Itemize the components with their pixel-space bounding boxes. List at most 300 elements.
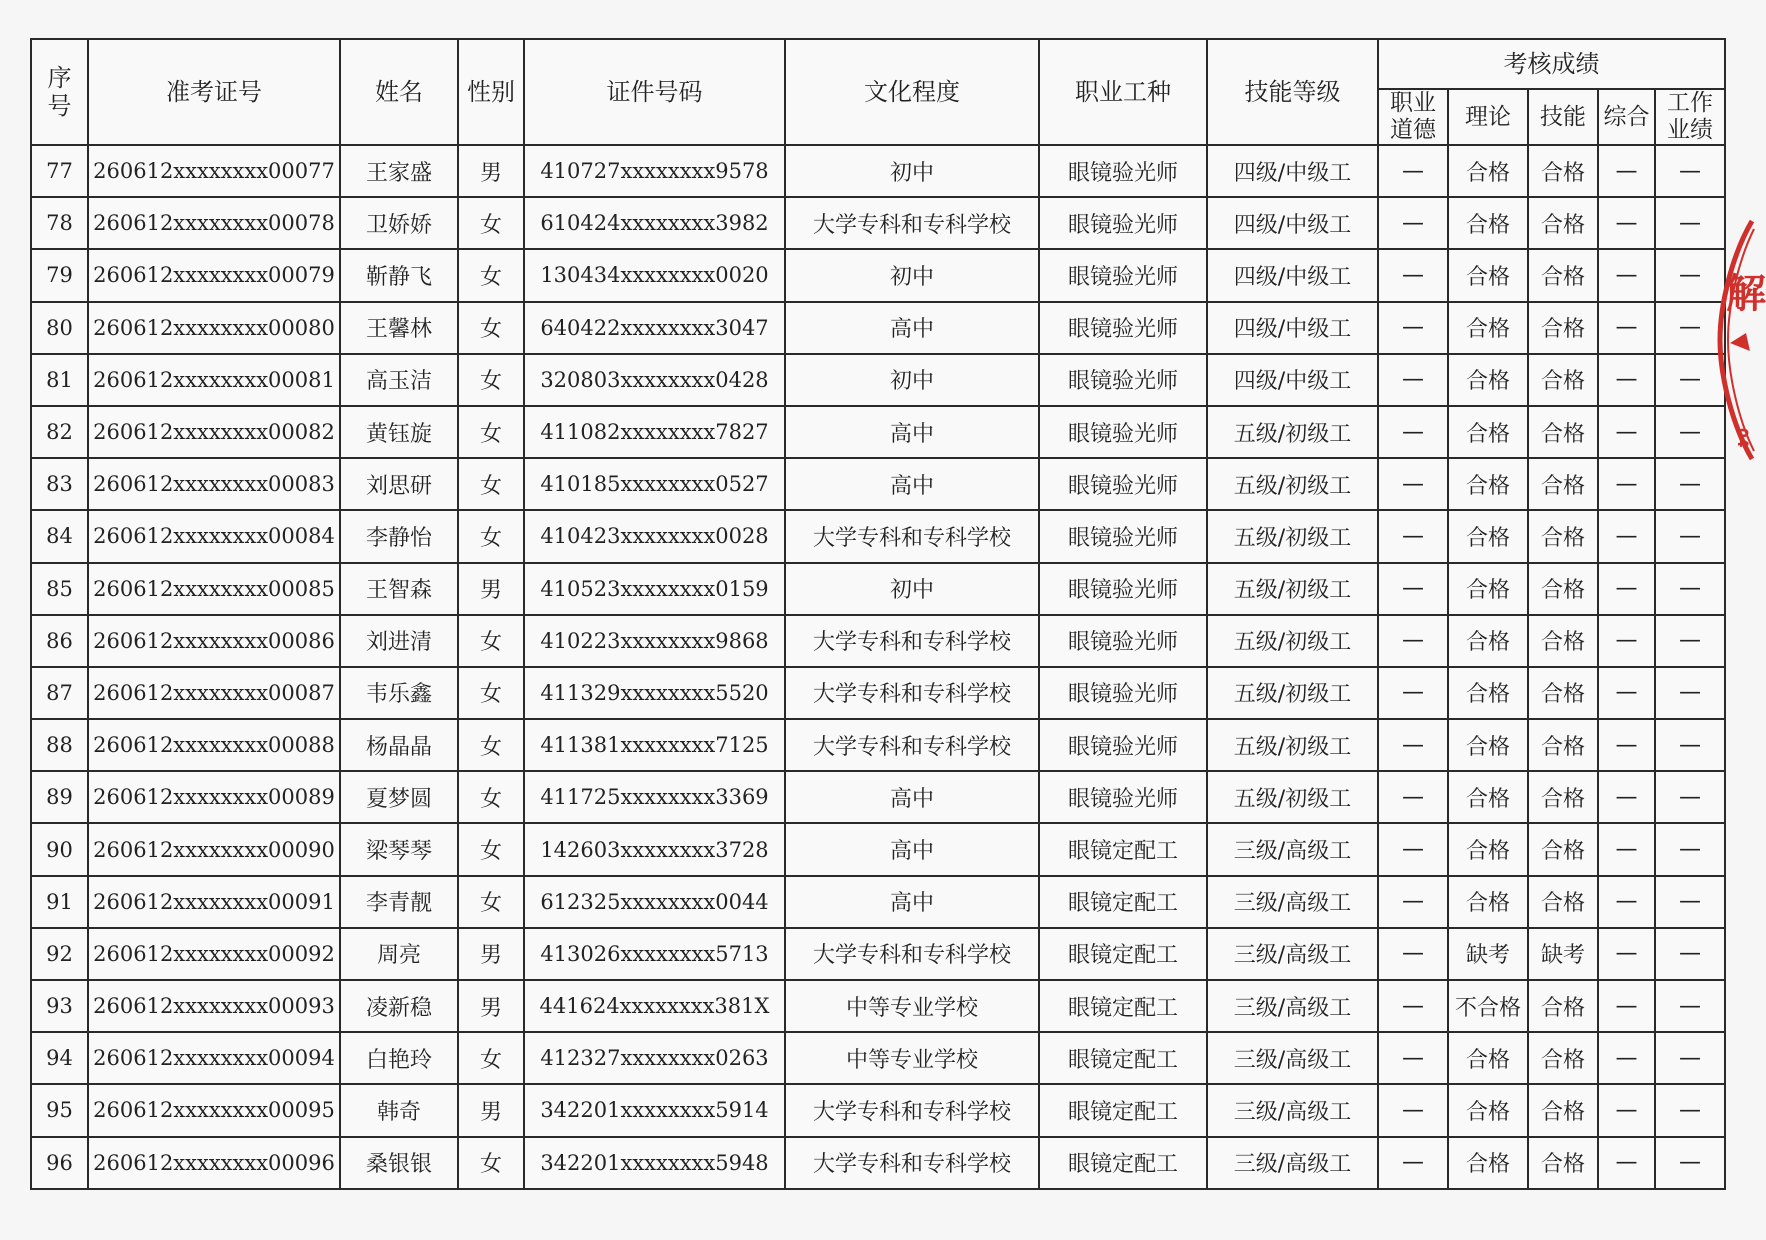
cell-seq: 94 [31,1032,88,1084]
cell-ethics: — [1378,615,1448,667]
cell-performance: — [1655,145,1725,197]
cell-seq: 85 [31,563,88,615]
cell-ethics: — [1378,1137,1448,1189]
cell-name: 白艳玲 [340,1032,458,1084]
header-performance [1655,89,1725,145]
cell-id-no: 410523xxxxxxxx0159 [524,563,785,615]
cell-performance: — [1655,771,1725,823]
cell-theory: 合格 [1448,823,1528,875]
cell-comprehensive: — [1598,615,1655,667]
cell-name: 黄钰旋 [340,406,458,458]
cell-performance: — [1655,667,1725,719]
cell-seq: 92 [31,928,88,980]
cell-seq: 87 [31,667,88,719]
cell-occupation: 眼镜验光师 [1039,354,1207,406]
cell-id-no: 411082xxxxxxxx7827 [524,406,785,458]
cell-seq: 89 [31,771,88,823]
header-seq-line2: 号 [47,92,72,120]
cell-name: 刘思研 [340,458,458,510]
cell-education: 高中 [785,876,1039,928]
cell-performance: — [1655,1032,1725,1084]
cell-exam-no: 260612xxxxxxxx00096 [88,1137,340,1189]
cell-education: 大学专科和专科学校 [785,928,1039,980]
cell-skill-level: 四级/中级工 [1207,249,1378,301]
cell-id-no: 441624xxxxxxxx381X [524,980,785,1032]
cell-id-no: 410727xxxxxxxx9578 [524,145,785,197]
cell-theory: 合格 [1448,1032,1528,1084]
cell-performance: — [1655,615,1725,667]
cell-performance: — [1655,197,1725,249]
cell-theory: 合格 [1448,1137,1528,1189]
cell-id-no: 411381xxxxxxxx7125 [524,719,785,771]
cell-education: 中等专业学校 [785,1032,1039,1084]
table-row [31,1137,1725,1189]
cell-exam-no: 260612xxxxxxxx00092 [88,928,340,980]
table-row [31,406,1725,458]
cell-comprehensive: — [1598,823,1655,875]
header-gender: 性别 [458,39,524,145]
cell-education: 高中 [785,458,1039,510]
cell-performance: — [1655,823,1725,875]
cell-id-no: 411725xxxxxxxx3369 [524,771,785,823]
header-skill-level: 技能等级 [1207,39,1378,145]
cell-comprehensive: — [1598,1137,1655,1189]
cell-id-no: 610424xxxxxxxx3982 [524,197,785,249]
cell-skill: 合格 [1528,145,1598,197]
cell-performance: — [1655,354,1725,406]
cell-skill: 合格 [1528,876,1598,928]
header-id-no: 证件号码 [524,39,785,145]
header-assessment: 考核成绩 [1378,39,1725,89]
cell-ethics: — [1378,145,1448,197]
cell-ethics: — [1378,719,1448,771]
cell-exam-no: 260612xxxxxxxx00089 [88,771,340,823]
cell-performance: — [1655,563,1725,615]
cell-comprehensive: — [1598,458,1655,510]
cell-ethics: — [1378,458,1448,510]
header-education: 文化程度 [785,39,1039,145]
cell-occupation: 眼镜定配工 [1039,928,1207,980]
cell-performance: — [1655,928,1725,980]
cell-exam-no: 260612xxxxxxxx00086 [88,615,340,667]
cell-id-no: 410185xxxxxxxx0527 [524,458,785,510]
cell-occupation: 眼镜定配工 [1039,823,1207,875]
cell-skill-level: 三级/高级工 [1207,928,1378,980]
cell-exam-no: 260612xxxxxxxx00093 [88,980,340,1032]
assessment-results-table [30,38,1726,1190]
cell-name: 高玉洁 [340,354,458,406]
cell-skill-level: 三级/高级工 [1207,1032,1378,1084]
cell-name: 梁琴琴 [340,823,458,875]
header-ethics [1378,89,1448,145]
cell-exam-no: 260612xxxxxxxx00087 [88,667,340,719]
cell-theory: 合格 [1448,876,1528,928]
cell-id-no: 342201xxxxxxxx5914 [524,1084,785,1136]
cell-ethics: — [1378,876,1448,928]
cell-skill: 合格 [1528,249,1598,301]
table-row [31,771,1725,823]
cell-id-no: 342201xxxxxxxx5948 [524,1137,785,1189]
header-seq [31,39,88,145]
cell-exam-no: 260612xxxxxxxx00090 [88,823,340,875]
cell-skill: 合格 [1528,1032,1598,1084]
cell-occupation: 眼镜定配工 [1039,876,1207,928]
cell-ethics: — [1378,667,1448,719]
cell-skill-level: 四级/中级工 [1207,354,1378,406]
cell-theory: 合格 [1448,771,1528,823]
cell-skill-level: 五级/初级工 [1207,719,1378,771]
cell-gender: 男 [458,145,524,197]
cell-occupation: 眼镜定配工 [1039,1137,1207,1189]
cell-id-no: 142603xxxxxxxx3728 [524,823,785,875]
cell-ethics: — [1378,1084,1448,1136]
cell-name: 靳静飞 [340,249,458,301]
cell-performance: — [1655,302,1725,354]
table-row [31,1032,1725,1084]
cell-comprehensive: — [1598,249,1655,301]
header-performance-line2: 业绩 [1667,117,1714,143]
table-row [31,249,1725,301]
cell-exam-no: 260612xxxxxxxx00085 [88,563,340,615]
cell-name: 王家盛 [340,145,458,197]
cell-ethics: — [1378,928,1448,980]
cell-theory: 合格 [1448,145,1528,197]
cell-occupation: 眼镜定配工 [1039,980,1207,1032]
cell-education: 大学专科和专科学校 [785,197,1039,249]
cell-gender: 女 [458,1137,524,1189]
header-exam-no: 准考证号 [88,39,340,145]
cell-seq: 88 [31,719,88,771]
cell-comprehensive: — [1598,197,1655,249]
cell-theory: 合格 [1448,667,1528,719]
cell-theory: 合格 [1448,354,1528,406]
cell-id-no: 640422xxxxxxxx3047 [524,302,785,354]
table-row [31,667,1725,719]
cell-comprehensive: — [1598,928,1655,980]
cell-name: 李静怡 [340,510,458,562]
cell-skill-level: 三级/高级工 [1207,980,1378,1032]
cell-performance: — [1655,876,1725,928]
cell-performance: — [1655,458,1725,510]
cell-exam-no: 260612xxxxxxxx00091 [88,876,340,928]
cell-theory: 合格 [1448,197,1528,249]
cell-exam-no: 260612xxxxxxxx00081 [88,354,340,406]
cell-education: 大学专科和专科学校 [785,667,1039,719]
cell-ethics: — [1378,510,1448,562]
cell-seq: 77 [31,145,88,197]
cell-id-no: 612325xxxxxxxx0044 [524,876,785,928]
cell-seq: 79 [31,249,88,301]
cell-theory: 合格 [1448,458,1528,510]
cell-skill: 合格 [1528,667,1598,719]
cell-name: 王馨林 [340,302,458,354]
header-ethics-line1: 职业 [1390,90,1436,116]
cell-name: 桑银银 [340,1137,458,1189]
cell-skill: 合格 [1528,719,1598,771]
cell-seq: 86 [31,615,88,667]
cell-education: 高中 [785,406,1039,458]
cell-theory: 合格 [1448,510,1528,562]
cell-ethics: — [1378,563,1448,615]
cell-skill-level: 四级/中级工 [1207,197,1378,249]
cell-education: 中等专业学校 [785,980,1039,1032]
cell-gender: 女 [458,197,524,249]
cell-exam-no: 260612xxxxxxxx00079 [88,249,340,301]
cell-gender: 女 [458,1032,524,1084]
cell-theory: 合格 [1448,1084,1528,1136]
table-row [31,719,1725,771]
header-theory: 理论 [1448,89,1528,145]
cell-name: 卫娇娇 [340,197,458,249]
cell-exam-no: 260612xxxxxxxx00088 [88,719,340,771]
cell-theory: 合格 [1448,406,1528,458]
table-row [31,980,1725,1032]
cell-seq: 83 [31,458,88,510]
cell-id-no: 413026xxxxxxxx5713 [524,928,785,980]
cell-comprehensive: — [1598,510,1655,562]
cell-id-no: 412327xxxxxxxx0263 [524,1032,785,1084]
cell-seq: 78 [31,197,88,249]
cell-skill: 合格 [1528,406,1598,458]
cell-gender: 女 [458,719,524,771]
cell-exam-no: 260612xxxxxxxx00080 [88,302,340,354]
cell-seq: 81 [31,354,88,406]
cell-occupation: 眼镜验光师 [1039,667,1207,719]
cell-gender: 女 [458,615,524,667]
cell-gender: 男 [458,1084,524,1136]
table-row [31,302,1725,354]
cell-skill-level: 五级/初级工 [1207,510,1378,562]
table-row [31,510,1725,562]
cell-seq: 91 [31,876,88,928]
cell-theory: 合格 [1448,615,1528,667]
table-body [31,145,1725,1189]
cell-exam-no: 260612xxxxxxxx00077 [88,145,340,197]
cell-education: 初中 [785,145,1039,197]
cell-gender: 男 [458,928,524,980]
table-row [31,563,1725,615]
cell-theory: 合格 [1448,719,1528,771]
header-skill: 技能 [1528,89,1598,145]
cell-occupation: 眼镜验光师 [1039,563,1207,615]
cell-skill-level: 五级/初级工 [1207,406,1378,458]
score-sheet [30,38,1724,1190]
cell-skill: 合格 [1528,302,1598,354]
cell-ethics: — [1378,354,1448,406]
cell-occupation: 眼镜定配工 [1039,1084,1207,1136]
cell-id-no: 130434xxxxxxxx0020 [524,249,785,301]
cell-theory: 合格 [1448,249,1528,301]
cell-skill: 合格 [1528,197,1598,249]
cell-performance: — [1655,406,1725,458]
cell-id-no: 320803xxxxxxxx0428 [524,354,785,406]
cell-skill-level: 三级/高级工 [1207,876,1378,928]
stamp-digits: 04 [1734,428,1750,448]
cell-education: 初中 [785,354,1039,406]
cell-occupation: 眼镜验光师 [1039,249,1207,301]
cell-name: 韩奇 [340,1084,458,1136]
table-row [31,145,1725,197]
table-row [31,1084,1725,1136]
cell-name: 李青靓 [340,876,458,928]
table-row [31,458,1725,510]
cell-skill-level: 五级/初级工 [1207,458,1378,510]
cell-exam-no: 260612xxxxxxxx00082 [88,406,340,458]
cell-education: 高中 [785,302,1039,354]
cell-theory: 缺考 [1448,928,1528,980]
cell-gender: 男 [458,980,524,1032]
cell-skill-level: 三级/高级工 [1207,1137,1378,1189]
cell-comprehensive: — [1598,667,1655,719]
cell-seq: 96 [31,1137,88,1189]
header-ethics-line2: 道德 [1390,117,1436,143]
cell-ethics: — [1378,302,1448,354]
cell-skill: 合格 [1528,1084,1598,1136]
cell-ethics: — [1378,980,1448,1032]
cell-id-no: 410223xxxxxxxx9868 [524,615,785,667]
cell-skill-level: 五级/初级工 [1207,563,1378,615]
cell-comprehensive: — [1598,563,1655,615]
cell-performance: — [1655,1084,1725,1136]
cell-gender: 女 [458,771,524,823]
cell-performance: — [1655,510,1725,562]
cell-gender: 女 [458,876,524,928]
cell-occupation: 眼镜验光师 [1039,406,1207,458]
cell-education: 初中 [785,563,1039,615]
cell-skill: 合格 [1528,823,1598,875]
cell-occupation: 眼镜验光师 [1039,302,1207,354]
cell-exam-no: 260612xxxxxxxx00094 [88,1032,340,1084]
cell-education: 大学专科和专科学校 [785,615,1039,667]
cell-occupation: 眼镜验光师 [1039,510,1207,562]
cell-occupation: 眼镜验光师 [1039,145,1207,197]
cell-gender: 女 [458,510,524,562]
cell-exam-no: 260612xxxxxxxx00095 [88,1084,340,1136]
header-name: 姓名 [340,39,458,145]
cell-skill: 合格 [1528,354,1598,406]
cell-name: 韦乐鑫 [340,667,458,719]
cell-gender: 男 [458,563,524,615]
cell-comprehensive: — [1598,719,1655,771]
cell-occupation: 眼镜验光师 [1039,458,1207,510]
cell-ethics: — [1378,197,1448,249]
cell-education: 大学专科和专科学校 [785,1137,1039,1189]
cell-performance: — [1655,249,1725,301]
cell-comprehensive: — [1598,1032,1655,1084]
cell-id-no: 410423xxxxxxxx0028 [524,510,785,562]
cell-name: 夏梦圆 [340,771,458,823]
cell-skill-level: 四级/中级工 [1207,145,1378,197]
header-occupation: 职业工种 [1039,39,1207,145]
table-row [31,354,1725,406]
cell-seq: 80 [31,302,88,354]
cell-skill-level: 五级/初级工 [1207,615,1378,667]
cell-id-no: 411329xxxxxxxx5520 [524,667,785,719]
cell-gender: 女 [458,302,524,354]
cell-occupation: 眼镜验光师 [1039,197,1207,249]
cell-seq: 82 [31,406,88,458]
cell-name: 刘进清 [340,615,458,667]
cell-comprehensive: — [1598,406,1655,458]
cell-name: 周亮 [340,928,458,980]
cell-ethics: — [1378,771,1448,823]
cell-skill-level: 五级/初级工 [1207,771,1378,823]
cell-theory: 不合格 [1448,980,1528,1032]
cell-occupation: 眼镜验光师 [1039,615,1207,667]
cell-name: 杨晶晶 [340,719,458,771]
cell-theory: 合格 [1448,302,1528,354]
cell-seq: 93 [31,980,88,1032]
table-row [31,876,1725,928]
cell-skill-level: 四级/中级工 [1207,302,1378,354]
cell-education: 大学专科和专科学校 [785,719,1039,771]
cell-skill-level: 五级/初级工 [1207,667,1378,719]
cell-comprehensive: — [1598,980,1655,1032]
cell-theory: 合格 [1448,563,1528,615]
cell-comprehensive: — [1598,302,1655,354]
cell-comprehensive: — [1598,354,1655,406]
cell-ethics: — [1378,249,1448,301]
cell-comprehensive: — [1598,771,1655,823]
cell-seq: 84 [31,510,88,562]
table-row [31,823,1725,875]
cell-comprehensive: — [1598,1084,1655,1136]
cell-ethics: — [1378,406,1448,458]
cell-gender: 女 [458,249,524,301]
cell-skill: 合格 [1528,980,1598,1032]
cell-education: 高中 [785,771,1039,823]
header-comprehensive: 综合 [1598,89,1655,145]
cell-skill: 合格 [1528,510,1598,562]
cell-skill: 合格 [1528,771,1598,823]
cell-exam-no: 260612xxxxxxxx00084 [88,510,340,562]
cell-skill: 合格 [1528,563,1598,615]
cell-gender: 女 [458,458,524,510]
cell-skill: 合格 [1528,1137,1598,1189]
cell-seq: 95 [31,1084,88,1136]
table-row [31,928,1725,980]
cell-performance: — [1655,719,1725,771]
cell-skill-level: 三级/高级工 [1207,823,1378,875]
cell-skill: 合格 [1528,458,1598,510]
cell-gender: 女 [458,354,524,406]
cell-skill: 合格 [1528,615,1598,667]
cell-occupation: 眼镜验光师 [1039,719,1207,771]
cell-comprehensive: — [1598,876,1655,928]
table-row [31,615,1725,667]
table-row [31,197,1725,249]
cell-ethics: — [1378,823,1448,875]
cell-education: 大学专科和专科学校 [785,510,1039,562]
cell-comprehensive: — [1598,145,1655,197]
cell-gender: 女 [458,667,524,719]
cell-gender: 女 [458,406,524,458]
cell-education: 高中 [785,823,1039,875]
header-performance-line1: 工作 [1667,90,1714,116]
cell-name: 凌新稳 [340,980,458,1032]
cell-exam-no: 260612xxxxxxxx00078 [88,197,340,249]
header-seq-line1: 序 [47,64,72,92]
cell-skill: 缺考 [1528,928,1598,980]
cell-performance: — [1655,980,1725,1032]
cell-performance: — [1655,1137,1725,1189]
cell-ethics: — [1378,1032,1448,1084]
cell-name: 王智森 [340,563,458,615]
cell-education: 初中 [785,249,1039,301]
cell-exam-no: 260612xxxxxxxx00083 [88,458,340,510]
cell-education: 大学专科和专科学校 [785,1084,1039,1136]
stamp-char: 解 [1726,271,1766,317]
